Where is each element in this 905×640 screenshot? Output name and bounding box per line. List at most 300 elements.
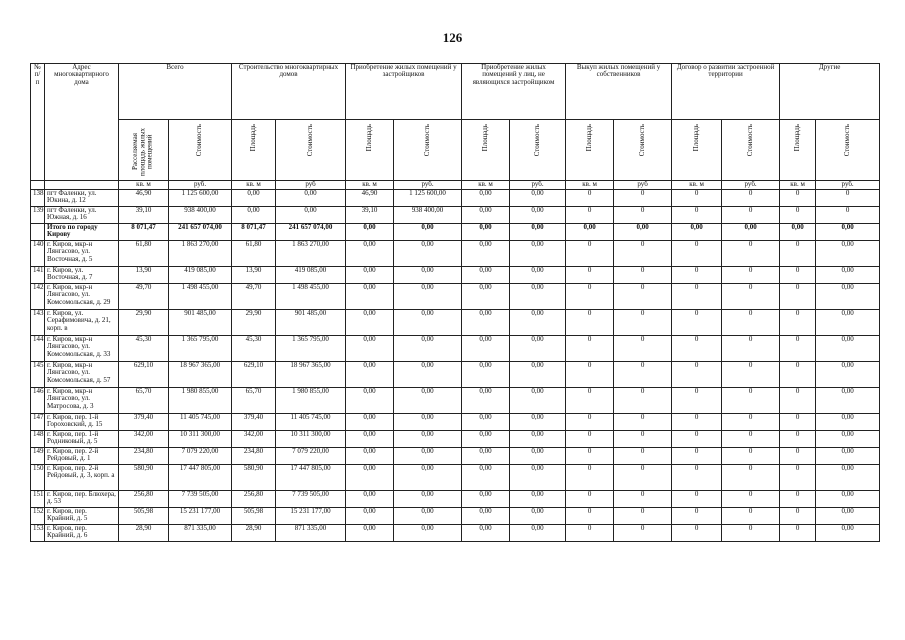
value-cell: 0 [722, 431, 780, 448]
row-address: г. Киров, пер. Блюхера, д. 53 [45, 491, 119, 508]
value-cell: 1 980 855,00 [169, 388, 232, 414]
header-address: Адрес многоквартирного дома [45, 64, 119, 181]
value-cell: 0 [672, 241, 722, 267]
units-cell: руб. [510, 181, 566, 190]
value-cell: 0,00 [346, 362, 394, 388]
value-cell: 7 079 220,00 [169, 448, 232, 465]
value-cell: 0,00 [816, 388, 880, 414]
value-cell: 342,00 [232, 431, 276, 448]
value-cell: 0 [722, 414, 780, 431]
value-cell: 0,00 [346, 267, 394, 284]
value-cell: 0,00 [816, 241, 880, 267]
value-cell: 0 [672, 336, 722, 362]
units-cell: кв. м [232, 181, 276, 190]
value-cell: 0 [614, 310, 672, 336]
subheader-resettled-area: Расселяемая площадь жилых помещений [119, 120, 169, 181]
value-cell: 0,00 [462, 414, 510, 431]
value-cell: 65,70 [232, 388, 276, 414]
value-cell: 11 405 745,00 [169, 414, 232, 431]
value-cell: 8 071,47 [232, 224, 276, 241]
value-cell: 46,90 [346, 190, 394, 207]
value-cell: 1 125 600,00 [169, 190, 232, 207]
value-cell: 61,80 [119, 241, 169, 267]
value-cell: 0 [672, 448, 722, 465]
table-row [31, 362, 880, 388]
table-row [31, 241, 880, 267]
value-cell: 0 [614, 491, 672, 508]
value-cell: 0,00 [346, 224, 394, 241]
subheader-area: Площадь [780, 120, 816, 181]
value-cell: 0 [780, 491, 816, 508]
value-cell: 13,90 [232, 267, 276, 284]
value-cell: 0,00 [462, 241, 510, 267]
value-cell: 0 [780, 525, 816, 542]
value-cell: 7 739 505,00 [276, 491, 346, 508]
value-cell: 0 [566, 525, 614, 542]
row-address: г. Киров, пер. 2-й Рейдовый, д. 1 [45, 448, 119, 465]
value-cell: 0 [780, 336, 816, 362]
header-purchase-developers: Приобретение жилых помещений у застройщиков [346, 64, 462, 120]
value-cell: 0 [566, 431, 614, 448]
value-cell: 0 [780, 465, 816, 491]
value-cell: 0 [672, 388, 722, 414]
row-number: 138 [31, 190, 45, 207]
row-address: г. Киров, мкр-н Лянгасово, ул. Восточная, д. 5 [45, 241, 119, 267]
value-cell: 0,00 [462, 448, 510, 465]
resettlement-table [30, 63, 880, 542]
value-cell: 379,40 [119, 414, 169, 431]
value-cell: 0 [722, 207, 780, 224]
row-address: г. Киров, пер. 1-й Родниковый, д. 5 [45, 431, 119, 448]
value-cell: 0,00 [816, 336, 880, 362]
subheader-area: Площадь [672, 120, 722, 181]
value-cell: 0 [614, 190, 672, 207]
value-cell: 0 [566, 465, 614, 491]
value-cell: 0 [614, 508, 672, 525]
value-cell: 0 [614, 241, 672, 267]
row-number: 151 [31, 491, 45, 508]
value-cell: 0 [566, 207, 614, 224]
table-row [31, 207, 880, 224]
table-row [31, 525, 880, 542]
header-other: Другие [780, 64, 880, 120]
row-number: 148 [31, 431, 45, 448]
value-cell: 0 [566, 508, 614, 525]
value-cell: 0,00 [346, 388, 394, 414]
value-cell: 0,00 [394, 310, 462, 336]
subheader-cost: Стоимость [394, 120, 462, 181]
units-cell: руб [614, 181, 672, 190]
value-cell: 0 [672, 431, 722, 448]
value-cell: 0,00 [394, 336, 462, 362]
value-cell: 0,00 [722, 224, 780, 241]
value-cell: 0 [566, 362, 614, 388]
units-cell: кв. м [566, 181, 614, 190]
value-cell: 0 [672, 414, 722, 431]
value-cell: 39,10 [346, 207, 394, 224]
value-cell: 0,00 [394, 465, 462, 491]
value-cell: 0 [672, 207, 722, 224]
value-cell: 0 [780, 207, 816, 224]
value-cell: 0 [614, 284, 672, 310]
value-cell: 0,00 [816, 448, 880, 465]
value-cell: 0,00 [394, 267, 462, 284]
value-cell: 0 [780, 414, 816, 431]
value-cell: 0,00 [462, 284, 510, 310]
value-cell: 0,00 [346, 336, 394, 362]
value-cell: 0 [780, 267, 816, 284]
value-cell: 0,00 [346, 508, 394, 525]
value-cell: 15 231 177,00 [169, 508, 232, 525]
value-cell: 0,00 [816, 414, 880, 431]
value-cell: 234,80 [119, 448, 169, 465]
row-address: г. Киров, пер. Крайний, д. 5 [45, 508, 119, 525]
value-cell: 0 [614, 336, 672, 362]
row-number: 146 [31, 388, 45, 414]
value-cell: 505,98 [232, 508, 276, 525]
value-cell: 0,00 [346, 465, 394, 491]
value-cell: 0,00 [780, 224, 816, 241]
value-cell: 0,00 [394, 525, 462, 542]
value-cell: 13,90 [119, 267, 169, 284]
value-cell: 0,00 [510, 491, 566, 508]
value-cell: 0 [566, 491, 614, 508]
value-cell: 0 [672, 190, 722, 207]
value-cell: 0,00 [346, 310, 394, 336]
value-cell: 0,00 [394, 448, 462, 465]
value-cell: 0 [614, 431, 672, 448]
value-cell: 0,00 [346, 431, 394, 448]
value-cell: 234,80 [232, 448, 276, 465]
value-cell: 8 071,47 [119, 224, 169, 241]
subheader-cost: Стоимость [816, 120, 880, 181]
value-cell: 0,00 [510, 310, 566, 336]
value-cell: 0 [722, 388, 780, 414]
row-address: г. Киров, пер. 2-й Рейдовый, д. 3, корп. а [45, 465, 119, 491]
value-cell: 871 335,00 [169, 525, 232, 542]
value-cell: 0,00 [394, 362, 462, 388]
table-row [31, 284, 880, 310]
value-cell: 0,00 [462, 224, 510, 241]
row-address: г. Киров, ул. Серафимовича, д. 21, корп. в [45, 310, 119, 336]
value-cell: 580,90 [119, 465, 169, 491]
value-cell: 0 [566, 267, 614, 284]
value-cell: 0,00 [816, 431, 880, 448]
value-cell: 0,00 [614, 224, 672, 241]
value-cell: 0 [722, 525, 780, 542]
value-cell: 379,40 [232, 414, 276, 431]
value-cell: 0 [722, 508, 780, 525]
value-cell: 0,00 [462, 491, 510, 508]
value-cell: 0 [722, 241, 780, 267]
subheader-area: Площадь [566, 120, 614, 181]
value-cell: 0 [780, 431, 816, 448]
value-cell: 0,00 [816, 224, 880, 241]
subheader-cost: Стоимость [169, 120, 232, 181]
row-address: пгт Фаленки, ул. Южная, д. 16 [45, 207, 119, 224]
value-cell: 15 231 177,00 [276, 508, 346, 525]
subheader-cost: Стоимость [510, 120, 566, 181]
value-cell: 0,00 [346, 491, 394, 508]
units-cell: кв. м [780, 181, 816, 190]
value-cell: 241 657 074,00 [276, 224, 346, 241]
table-row [31, 336, 880, 362]
value-cell: 18 967 365,00 [169, 362, 232, 388]
value-cell: 580,90 [232, 465, 276, 491]
value-cell: 0,00 [346, 284, 394, 310]
table-row [31, 414, 880, 431]
value-cell: 49,70 [119, 284, 169, 310]
value-cell: 10 311 300,00 [276, 431, 346, 448]
value-cell: 0,00 [510, 508, 566, 525]
row-number: 139 [31, 207, 45, 224]
units-cell: руб [276, 181, 346, 190]
header-buyout: Выкуп жилых помещений у собственников [566, 64, 672, 120]
value-cell: 7 079 220,00 [276, 448, 346, 465]
value-cell: 0 [672, 508, 722, 525]
value-cell: 0,00 [276, 207, 346, 224]
value-cell: 0 [722, 362, 780, 388]
value-cell: 0,00 [462, 267, 510, 284]
value-cell: 0,00 [346, 448, 394, 465]
value-cell: 0 [816, 207, 880, 224]
value-cell: 0 [614, 465, 672, 491]
value-cell: 0,00 [510, 388, 566, 414]
row-number: 143 [31, 310, 45, 336]
table-row [31, 465, 880, 491]
value-cell: 0 [780, 310, 816, 336]
value-cell: 11 405 745,00 [276, 414, 346, 431]
value-cell: 0,00 [394, 414, 462, 431]
row-number: 150 [31, 465, 45, 491]
value-cell: 419 085,00 [169, 267, 232, 284]
value-cell: 0,00 [462, 508, 510, 525]
row-number: 153 [31, 525, 45, 542]
value-cell: 0 [566, 414, 614, 431]
value-cell: 419 085,00 [276, 267, 346, 284]
value-cell: 0,00 [510, 414, 566, 431]
units-cell: руб. [722, 181, 780, 190]
value-cell: 0,00 [510, 190, 566, 207]
units-cell: кв. м [119, 181, 169, 190]
value-cell: 0,00 [346, 525, 394, 542]
value-cell: 0 [614, 388, 672, 414]
value-cell: 29,90 [232, 310, 276, 336]
value-cell: 1 863 270,00 [169, 241, 232, 267]
value-cell: 0 [614, 207, 672, 224]
row-address: г. Киров, мкр-н Лянгасово, ул. Комсомольская, д. 33 [45, 336, 119, 362]
value-cell: 0,00 [816, 310, 880, 336]
row-address: г. Киров, мкр-н Лянгасово, ул. Комсомольская, д. 29 [45, 284, 119, 310]
value-cell: 0,00 [672, 224, 722, 241]
value-cell: 1 980 855,00 [276, 388, 346, 414]
value-cell: 0 [722, 465, 780, 491]
value-cell: 10 311 300,00 [169, 431, 232, 448]
subheader-row [31, 120, 880, 181]
value-cell: 938 400,00 [394, 207, 462, 224]
value-cell: 0,00 [394, 241, 462, 267]
value-cell: 39,10 [119, 207, 169, 224]
value-cell: 0,00 [510, 224, 566, 241]
value-cell: 0,00 [462, 336, 510, 362]
value-cell: 0 [672, 491, 722, 508]
value-cell: 0 [780, 508, 816, 525]
value-cell: 0,00 [816, 284, 880, 310]
page-number: 126 [442, 30, 463, 45]
row-number: 140 [31, 241, 45, 267]
value-cell: 0 [672, 267, 722, 284]
value-cell: 0 [722, 267, 780, 284]
header-total: Всего [119, 64, 232, 120]
row-number: 144 [31, 336, 45, 362]
value-cell: 17 447 805,00 [276, 465, 346, 491]
value-cell: 901 485,00 [169, 310, 232, 336]
value-cell: 7 739 505,00 [169, 491, 232, 508]
value-cell: 28,90 [119, 525, 169, 542]
value-cell: 0,00 [394, 508, 462, 525]
value-cell: 241 657 074,00 [169, 224, 232, 241]
value-cell: 1 863 270,00 [276, 241, 346, 267]
units-cell [31, 181, 45, 190]
row-number: 147 [31, 414, 45, 431]
value-cell: 0 [672, 310, 722, 336]
total-row [31, 224, 880, 241]
value-cell: 61,80 [232, 241, 276, 267]
value-cell: 0,00 [232, 190, 276, 207]
value-cell: 342,00 [119, 431, 169, 448]
row-number [31, 224, 45, 241]
value-cell: 0,00 [510, 241, 566, 267]
value-cell: 0 [614, 414, 672, 431]
value-cell: 0,00 [816, 362, 880, 388]
row-address: г. Киров, мкр-н Лянгасово, ул. Комсомольская, д. 57 [45, 362, 119, 388]
header-development-agreement: Договор о развитии застроенной территории [672, 64, 780, 120]
subheader-cost: Стоимость [276, 120, 346, 181]
value-cell: 0 [722, 310, 780, 336]
value-cell: 0,00 [510, 448, 566, 465]
value-cell: 0,00 [566, 224, 614, 241]
value-cell: 0 [566, 336, 614, 362]
value-cell: 0,00 [394, 491, 462, 508]
value-cell: 0 [672, 362, 722, 388]
value-cell: 0 [780, 448, 816, 465]
value-cell: 0 [566, 310, 614, 336]
value-cell: 0 [780, 190, 816, 207]
value-cell: 0,00 [816, 491, 880, 508]
value-cell: 46,90 [119, 190, 169, 207]
row-address: Итого по городу Кирову [45, 224, 119, 241]
row-number: 145 [31, 362, 45, 388]
value-cell: 0,00 [276, 190, 346, 207]
table-row [31, 431, 880, 448]
value-cell: 0 [672, 465, 722, 491]
value-cell: 45,30 [232, 336, 276, 362]
value-cell: 17 447 805,00 [169, 465, 232, 491]
value-cell: 0,00 [462, 388, 510, 414]
table-row [31, 508, 880, 525]
subheader-area: Площадь [232, 120, 276, 181]
value-cell: 0 [566, 388, 614, 414]
value-cell: 871 335,00 [276, 525, 346, 542]
header-row-no: № п/п [31, 64, 45, 181]
value-cell: 0,00 [510, 431, 566, 448]
row-number: 152 [31, 508, 45, 525]
value-cell: 0 [722, 491, 780, 508]
header-purchase-non-developers: Приобретение жилых помещений у лиц, не являющихся застройщиком [462, 64, 566, 120]
value-cell: 1 365 795,00 [276, 336, 346, 362]
value-cell: 45,30 [119, 336, 169, 362]
table-body [31, 190, 880, 542]
value-cell: 49,70 [232, 284, 276, 310]
value-cell: 0 [722, 190, 780, 207]
units-cell: кв. м [672, 181, 722, 190]
value-cell: 0,00 [510, 362, 566, 388]
value-cell: 0,00 [462, 431, 510, 448]
subheader-cost: Стоимость [722, 120, 780, 181]
row-address: г. Киров, пер. Крайний, д. 6 [45, 525, 119, 542]
value-cell: 0,00 [232, 207, 276, 224]
value-cell: 256,80 [232, 491, 276, 508]
value-cell: 0 [614, 267, 672, 284]
value-cell: 0 [780, 284, 816, 310]
value-cell: 0 [722, 448, 780, 465]
row-address: г. Киров, пер. 1-й Гороховский, д. 15 [45, 414, 119, 431]
value-cell: 1 498 455,00 [169, 284, 232, 310]
value-cell: 256,80 [119, 491, 169, 508]
value-cell: 0,00 [816, 267, 880, 284]
table-row [31, 388, 880, 414]
value-cell: 29,90 [119, 310, 169, 336]
units-cell: руб. [169, 181, 232, 190]
value-cell: 0,00 [394, 388, 462, 414]
row-number: 141 [31, 267, 45, 284]
value-cell: 1 125 600,00 [394, 190, 462, 207]
value-cell: 28,90 [232, 525, 276, 542]
table-row [31, 491, 880, 508]
value-cell: 0,00 [510, 207, 566, 224]
value-cell: 938 400,00 [169, 207, 232, 224]
table-row [31, 267, 880, 284]
value-cell: 0,00 [816, 525, 880, 542]
value-cell: 0,00 [816, 465, 880, 491]
value-cell: 0 [566, 284, 614, 310]
value-cell: 0 [566, 241, 614, 267]
value-cell: 0,00 [510, 525, 566, 542]
value-cell: 0 [780, 241, 816, 267]
units-cell [45, 181, 119, 190]
value-cell: 0 [566, 190, 614, 207]
value-cell: 0,00 [462, 207, 510, 224]
table-row [31, 310, 880, 336]
units-cell: руб. [394, 181, 462, 190]
value-cell: 0 [722, 336, 780, 362]
value-cell: 0,00 [510, 267, 566, 284]
units-cell: руб. [816, 181, 880, 190]
row-address: г. Киров, ул. Восточная, д. 7 [45, 267, 119, 284]
value-cell: 0 [672, 284, 722, 310]
value-cell: 0 [672, 525, 722, 542]
value-cell: 0,00 [462, 310, 510, 336]
row-address: пгт Фаленки, ул. Юкина, д. 12 [45, 190, 119, 207]
header-construction: Строительство многоквартирных домов [232, 64, 346, 120]
header-row [31, 64, 880, 120]
table-row [31, 448, 880, 465]
value-cell: 65,70 [119, 388, 169, 414]
value-cell: 0,00 [462, 362, 510, 388]
table-row [31, 190, 880, 207]
value-cell: 0,00 [394, 284, 462, 310]
value-cell: 505,98 [119, 508, 169, 525]
